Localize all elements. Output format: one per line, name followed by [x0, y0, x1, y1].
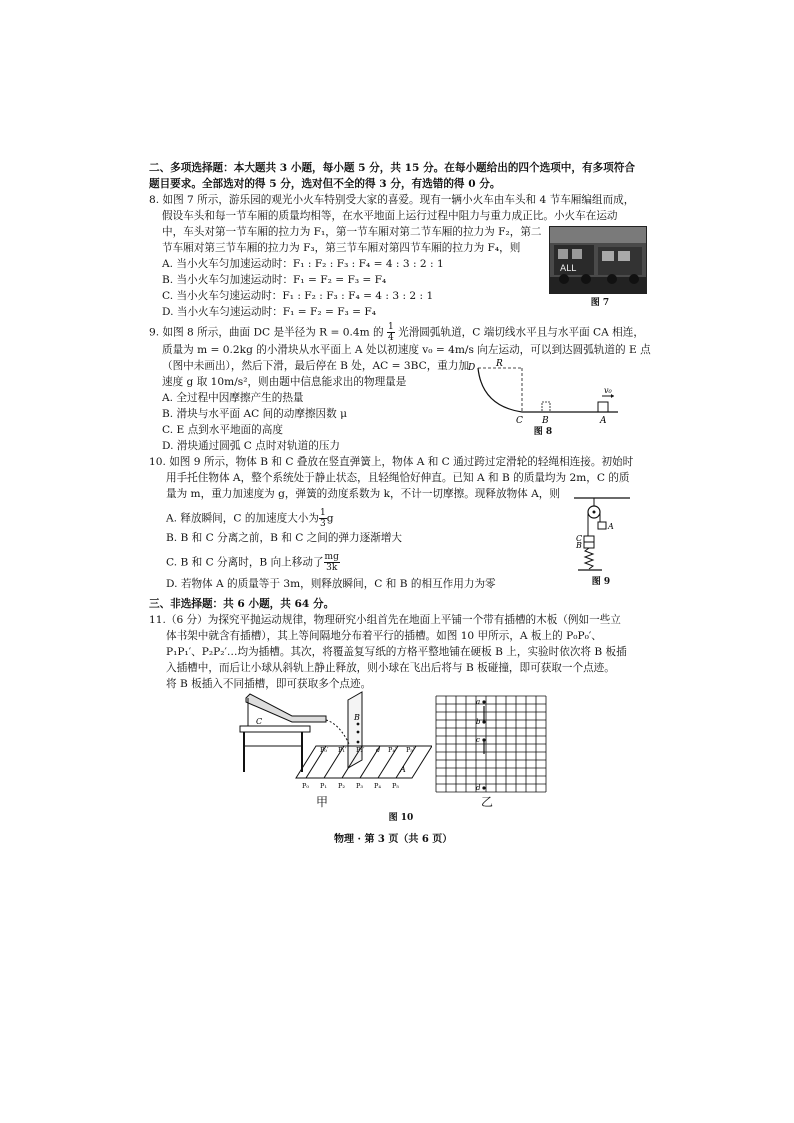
frac-den: 3 — [319, 519, 326, 529]
fig8-diagram — [468, 356, 628, 428]
q10-option-b: B. B 和 C 分离之前，B 和 C 之间的弹力逐渐增大 — [166, 532, 403, 544]
fig8-label-b: B — [542, 416, 549, 426]
fig10-apparatus — [236, 690, 432, 794]
grid-point-b: b — [476, 718, 481, 726]
frac-num: 1 — [319, 508, 326, 518]
slot-top-0: P₀′ — [320, 746, 329, 754]
slot-bottom-3: P₃ — [356, 782, 363, 790]
q10-option-a — [166, 508, 334, 529]
train-photo — [549, 226, 647, 294]
slot-top-2: P₂′ — [356, 746, 365, 754]
svg-text:ALL: ALL — [560, 264, 577, 274]
section2-header-line1: 二、多项选择题：本大题共 3 小题，每小题 5 分，共 15 分。在每小题给出的四个选项中，有多项符合 — [149, 162, 635, 174]
q11-line2: 体书架中就含有插槽），其上等间隔地分布着平行的插槽。如图 10 甲所示，A 板上的 P₀P₀′、 — [166, 630, 602, 642]
q10-c-fraction — [324, 552, 340, 573]
fig9-label-b: B — [576, 541, 582, 550]
fig10-sub-right: 乙 — [481, 795, 494, 809]
fig9-diagram — [572, 494, 632, 576]
q9-line3: （图中未画出），然后下滑，最后停在 B 处，AC = 3BC，重力加 — [162, 360, 470, 372]
q11-line3: P₁P₁′、P₂P₂′…均为插槽。其次，将覆盖复写纸的方格平整地铺在硬板 B 上，实验时依次将 B 板插 — [166, 646, 627, 658]
fig8-label-r: R — [496, 359, 503, 369]
fig8-caption: 图 8 — [533, 427, 553, 437]
q8-line2: 假设车头和每一节车厢的质量均相等，在水平地面上运行过程中阻力与重力成正比。小火车在运动 — [162, 210, 618, 222]
q11-line4: 入插槽中，而后让小球从斜轨上静止释放，则小球在飞出后将与 B 板碰撞，即可获取一个点迹。 — [166, 662, 615, 674]
slot-bottom-0: P₀ — [302, 782, 309, 790]
slot-bottom-1: P₁ — [320, 782, 327, 790]
q9-line2: 质量为 m = 0.2kg 的小滑块从水平面上 A 处以初速度 v₀ = 4m/s 向左运动，可以到达圆弧轨道的 E 点 — [162, 344, 651, 356]
fig8-label-c: C — [516, 416, 523, 426]
q10-option-d: D. 若物体 A 的质量等于 3m，则释放瞬间，C 和 B 的相互作用力为零 — [166, 578, 496, 590]
quarter-fraction — [387, 322, 395, 343]
q10-a-fraction — [319, 508, 327, 529]
frac-den: 3k — [326, 563, 338, 573]
q9-option-b: B. 滑块与水平面 AC 间的动摩擦因数 μ — [162, 408, 347, 420]
grid-point-a: a — [476, 698, 481, 706]
slot-top-5: P₅′ — [406, 746, 415, 754]
q8-line1: 8. 如图 7 所示，游乐园的观光小火车特别受大家的喜爱。现有一辆小火车由车头和 4 节车厢编组而成， — [149, 194, 635, 206]
q8-option-d: D. 当小火车匀速运动时：F₁ = F₂ = F₃ = F₄ — [162, 306, 377, 318]
q10-option-c-text: C. B 和 C 分离时，B 向上移动了 — [166, 556, 324, 569]
q8-line4: 节车厢对第三节车厢的拉力为 F₃，第三节车厢对第四节车厢的拉力为 F₄，则 — [162, 242, 521, 254]
section2-header-line2: 题目要求。全部选对的得 5 分，选对但不全的得 3 分，有选错的得 0 分。 — [149, 178, 501, 190]
q10-line2: 用手托住物体 A，整个系统处于静止状态，且轻绳恰好伸直。已知 A 和 B 的质量均为 2m，C 的质 — [166, 472, 630, 484]
q9-option-d: D. 滑块通过圆弧 C 点时对轨道的压力 — [162, 440, 341, 452]
fig10-grid — [432, 694, 548, 794]
frac-num: mg — [324, 552, 339, 562]
q11-line5: 将 B 板插入不同插槽，即可获取多个点迹。 — [166, 678, 372, 690]
fig9-label-c: C — [576, 534, 583, 543]
fig10-label-a: A — [400, 765, 406, 774]
q10-line1: 10. 如图 9 所示，物体 B 和 C 叠放在竖直弹簧上，物体 A 和 C 通过跨过定滑轮的轻绳相连接。初始时 — [149, 456, 634, 468]
fig10-sub-left: 甲 — [316, 795, 329, 809]
page-footer: 物理 · 第 3 页（共 6 页） — [334, 834, 453, 845]
q9-option-c: C. E 点到水平地面的高度 — [162, 424, 283, 436]
q8-option-b: B. 当小火车匀加速运动时：F₁ = F₂ = F₃ = F₄ — [162, 274, 387, 286]
fig9-label-a: A — [608, 522, 614, 531]
q8-option-c: C. 当小火车匀速运动时：F₁ : F₂ : F₃ : F₄ = 4 : 3 : 2 : 1 — [162, 290, 434, 302]
q9-line1-a: 9. 如图 8 所示，曲面 DC 是半径为 R = 0.4m 的 — [149, 326, 384, 339]
fig7-caption: 图 7 — [590, 298, 610, 308]
slot-top-3: d — [376, 746, 381, 754]
q11-line1: 11.（6 分）为探究平抛运动规律，物理研究小组首先在地面上平铺一个带有插槽的木板（例如一些立 — [149, 614, 621, 626]
q10-option-c — [166, 552, 340, 573]
q8-line3: 中，车头对第一节车厢的拉力为 F₁，第一节车厢对第二节车厢的拉力为 F₂，第二 — [162, 226, 542, 238]
section3-header: 三、非选择题：共 6 小题，共 64 分。 — [149, 598, 335, 610]
slot-bottom-4: P₄ — [374, 782, 381, 790]
fig10-label-b: B — [354, 713, 360, 722]
fig10-label-c: C — [256, 717, 263, 726]
grid-point-d: d — [476, 784, 481, 792]
q9-line1-b: 光滑圆弧轨道，C 端切线水平且与水平面 CA 相连， — [398, 326, 644, 339]
fig8-label-v0: v₀ — [604, 386, 612, 395]
q9-line4: 速度 g 取 10m/s²，则由题中信息能求出的物理量是 — [162, 376, 407, 388]
fig10-caption: 图 10 — [388, 813, 414, 823]
q10-option-a-text: A. 释放瞬间，C 的加速度大小为 — [166, 512, 319, 525]
fig8-label-a: A — [600, 416, 607, 426]
q9-option-a: A. 全过程中因摩擦产生的热量 — [162, 392, 304, 404]
fig9-caption: 图 9 — [591, 577, 611, 587]
fig8-label-d: D — [468, 363, 476, 373]
slot-top-1: P₁′ — [338, 746, 347, 754]
q10-option-a-unit: g — [326, 512, 334, 525]
slot-top-4: P₄′ — [388, 746, 397, 754]
frac-num: 1 — [388, 322, 394, 332]
slot-bottom-5: P₅ — [392, 782, 399, 790]
q10-line3: 量为 m，重力加速度为 g，弹簧的劲度系数为 k，不计一切摩擦。现释放物体 A，则 — [166, 488, 560, 500]
grid-point-c: c — [476, 736, 480, 744]
q8-option-a: A. 当小火车匀加速运动时：F₁ : F₂ : F₃ : F₄ = 4 : 3 : 2 : 1 — [162, 258, 444, 270]
q9-line1 — [149, 322, 644, 343]
frac-den: 4 — [388, 333, 394, 343]
slot-bottom-2: P₂ — [338, 782, 345, 790]
